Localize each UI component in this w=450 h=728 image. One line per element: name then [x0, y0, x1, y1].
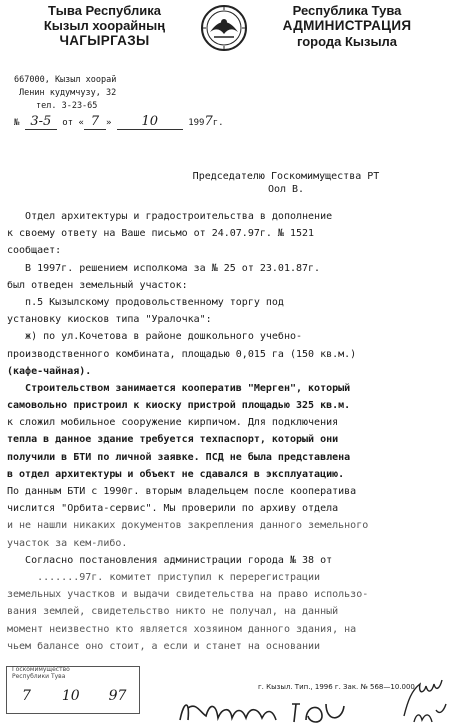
letterhead-russian — [252, 3, 442, 49]
body-line: к своему ответу на Ваше письмо от 24.07.97г. № 1521 — [7, 228, 315, 240]
city-emblem-icon — [200, 4, 248, 52]
addressee-line1: Председателю Госкомимущества РТ — [192, 171, 380, 182]
letterhead-left-line2: Кызыл хоорайның — [43, 18, 166, 33]
addressee-line2: Оол В. — [267, 184, 305, 195]
body-line: земельных участков и выдачи свидетельства на право использо- — [7, 589, 369, 601]
letterhead-left-line1: Тыва Республика — [48, 3, 161, 18]
sender-address — [14, 74, 116, 113]
body-line: производственного комбината, площадью 0,015 га (150 кв.м.) — [7, 348, 357, 360]
body-line: По данным БТИ с 1990г. вторым владельцем после кооператива — [7, 486, 357, 497]
stamp-line2: Республики Тува — [12, 673, 66, 680]
ref-year-end: г. — [212, 118, 224, 128]
letterhead-left-line3: ЧАГЫРГАЗЫ — [59, 33, 150, 48]
printer-imprint: г. Кызыл. Тип., 1996 г. Зак. № 568—10.000 — [258, 683, 415, 691]
receipt-stamp-text — [12, 666, 70, 680]
letterhead-tuvan — [12, 3, 197, 49]
body-line: п.5 Кызылскому продовольственному торгу под — [7, 296, 284, 308]
address-line2: Ленин кудумчузу, 32 — [19, 88, 117, 98]
body-line: сообщает: — [7, 245, 62, 257]
letterhead-right-line3: города Кызыла — [296, 34, 398, 49]
ref-year-suffix: 7 — [204, 114, 213, 129]
body-line: участок за кем-либо. — [7, 537, 128, 549]
body-line: вания землей, свидетельство никто не получал, на данный — [7, 606, 339, 618]
ref-year-prefix: 199 — [188, 118, 205, 128]
letterhead-right-line1: Республика Тува — [292, 3, 402, 18]
body-line: в отдел архитектуры и объект не сдавался в эксплуатацию. — [7, 468, 345, 480]
body-line: .......97г. комитет приступил к перерегистрации — [7, 571, 321, 583]
body-line: Отдел архитектуры и градостроительства в дополнение — [7, 211, 333, 222]
stamp-day: 7 — [22, 688, 31, 704]
body-line: Согласно постановления администрации города № 38 от — [7, 554, 333, 566]
ref-number: 3-5 — [30, 114, 52, 129]
body-line: (кафе-чайная). — [7, 365, 92, 377]
body-line: установку киосков типа "Уралочка": — [7, 314, 212, 326]
address-line1: 667000, Кызыл хоорай — [14, 75, 117, 85]
stamp-month: 10 — [61, 688, 80, 704]
body-line: тепла в данное здание требуется техпаспорт, который они — [7, 434, 339, 446]
outgoing-reference — [14, 114, 224, 130]
addressee-block — [166, 170, 406, 196]
letter-body — [7, 208, 447, 655]
corner-handwritten-note-icon — [398, 670, 448, 726]
body-line: Строительством занимается кооператив "Мерген", который — [7, 382, 351, 394]
body-line: и не нашли никаких документов закрепления данного земельного — [7, 520, 369, 532]
ref-prefix: № — [14, 118, 20, 128]
body-line: ж) по ул.Кочетова в районе дошкольного учебно- — [7, 331, 303, 343]
ref-month: 10 — [141, 114, 159, 129]
body-line: был отведен земельный участок: — [7, 279, 188, 291]
handwritten-signature-icon — [176, 694, 348, 726]
stamp-line1: Госкомимущество — [12, 666, 70, 673]
stamp-handwritten-date — [22, 688, 126, 704]
body-line: числится "Орбита-сервис". Мы проверили по архиву отдела — [7, 503, 339, 515]
ref-close: » — [105, 118, 112, 128]
body-line: чьем балансе оно стоит, а если и станет на основании — [7, 640, 321, 652]
address-phone: тел. 3-23-65 — [36, 101, 98, 111]
body-line: получили в БТИ по личной заявке. ПСД не была представлена — [7, 451, 351, 463]
body-line: самовольно пристроил к киоску пристрой площадью 325 кв.м. — [7, 400, 351, 412]
body-line: момент неизвестно кто является хозяином данного здания, на — [7, 623, 357, 635]
stamp-year: 97 — [108, 688, 127, 704]
ref-from: от « — [62, 118, 84, 128]
letterhead-right-line2: АДМИНИСТРАЦИЯ — [282, 18, 412, 33]
body-line: В 1997г. решением исполкома за № 25 от 23.01.87г. — [7, 262, 321, 274]
body-line: к сложил мобильное сооружение кирпичом. Для подключения — [7, 417, 339, 429]
ref-day: 7 — [90, 114, 100, 129]
